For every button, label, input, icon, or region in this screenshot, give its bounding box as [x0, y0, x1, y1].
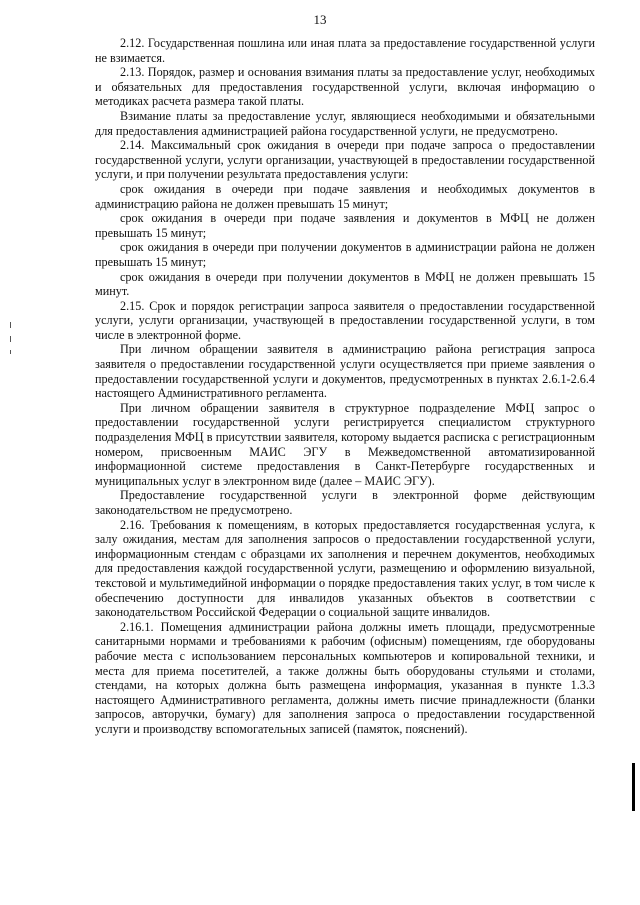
paragraph-2-14-item-3: срок ожидания в очереди при получении документов в администрации района не должен превышать 15 минут;: [95, 240, 595, 269]
paragraph-2-12: 2.12. Государственная пошлина или иная плата за предоставление государственной услуги не взимается.: [95, 36, 595, 65]
paragraph-2-15-electronic: Предоставление государственной услуги в электронной форме действующим законодательством не предусмотрено.: [95, 488, 595, 517]
paragraph-2-15-mfc: При личном обращении заявителя в структурное подразделение МФЦ запрос о предоставлении государственной услуги регистрируется специалистом структурного подразделения МФЦ в присутствии заявителя, которому выдается расписка с регистрационным номером, присвоенным МАИС ЭГУ в Межведомственной автоматизированной информационной системе предоставления в Санкт-Петербурге государственных и муниципальных услуг в электронном виде (далее – МАИС ЭГУ).: [95, 400, 595, 488]
scan-edge-bar: [632, 763, 635, 811]
paragraph-2-14: 2.14. Максимальный срок ожидания в очереди при подаче запроса о предоставлении государственной услуги, услуги организации, участвующей в предоставлении государственной услуги, и при получении результата предоставления услуги:: [95, 138, 595, 182]
paragraph-2-14-item-4: срок ожидания в очереди при получении документов в МФЦ не должен превышать 15 минут.: [95, 269, 595, 299]
paragraph-2-15: 2.15. Срок и порядок регистрации запроса заявителя о предоставлении государственной услуги, услуги организации, участвующей в предоставлении государственной услуги, в том числе в электронной форме.: [95, 298, 595, 342]
paragraph-2-15-admin: При личном обращении заявителя в администрацию района регистрация запроса заявителя о предоставлении государственной услуги осуществляется при приеме заявления о предоставлении государственной услуги и документов, предусмотренных в пунктах 2.6.1-2.6.4 настоящего Административного регламента.: [95, 342, 595, 401]
paragraph-2-16-1: 2.16.1. Помещения администрации района должны иметь площади, предусмотренные санитарными нормами и требованиями к рабочим (офисным) помещениям, где оборудованы рабочие места с использованием персональных компьютеров и копировальной техники, и места для приема посетителей, а также должны быть оборудованы стульями и столами, стендами, на которых должна быть размещена информация, указанная в пункте 1.3.3 настоящего Административного регламента, должны иметь писчие принадлежности (бланки запросов, авторучки, бумагу) для заполнения запроса о предоставлении государственной услуги и производству вспомогательных записей (памяток, пояснений).: [95, 619, 595, 736]
paragraph-2-16: 2.16. Требования к помещениям, в которых предоставляется государственная услуга, к залу ожидания, местам для заполнения запросов о предоставлении государственной услуги, информационным стендам с образцами их заполнения и перечнем документов, необходимых для предоставления каждой государственной услуги, размещению и оформлению визуальной, текстовой и мультимедийной информации о порядке предоставления таких услуг, в том числе к обеспечению доступности для инвалидов указанных объектов в соответствии с законодательством Российской Федерации о социальной защите инвалидов.: [95, 517, 595, 620]
margin-scan-mark: [10, 336, 11, 342]
page-number: 13: [313, 12, 327, 27]
document-body: [95, 36, 595, 737]
margin-scan-mark: [10, 350, 11, 354]
paragraph-2-14-item-2: срок ожидания в очереди при подаче заявления и документов в МФЦ не должен превышать 15 минут;: [95, 211, 595, 240]
margin-scan-mark: [10, 322, 11, 328]
paragraph-2-13: 2.13. Порядок, размер и основания взимания платы за предоставление услуг, необходимых и обязательных для предоставления государственной услуги, включая информацию о методиках расчета размера такой платы.: [95, 65, 595, 109]
paragraph-2-14-item-1: срок ожидания в очереди при подаче заявления и необходимых документов в администрацию района не должен превышать 15 минут;: [95, 181, 595, 211]
paragraph-2-13-fee: Взимание платы за предоставление услуг, являющиеся необходимыми и обязательными для предоставления администрацией района государственной услуги, не предусмотрено.: [95, 108, 595, 138]
